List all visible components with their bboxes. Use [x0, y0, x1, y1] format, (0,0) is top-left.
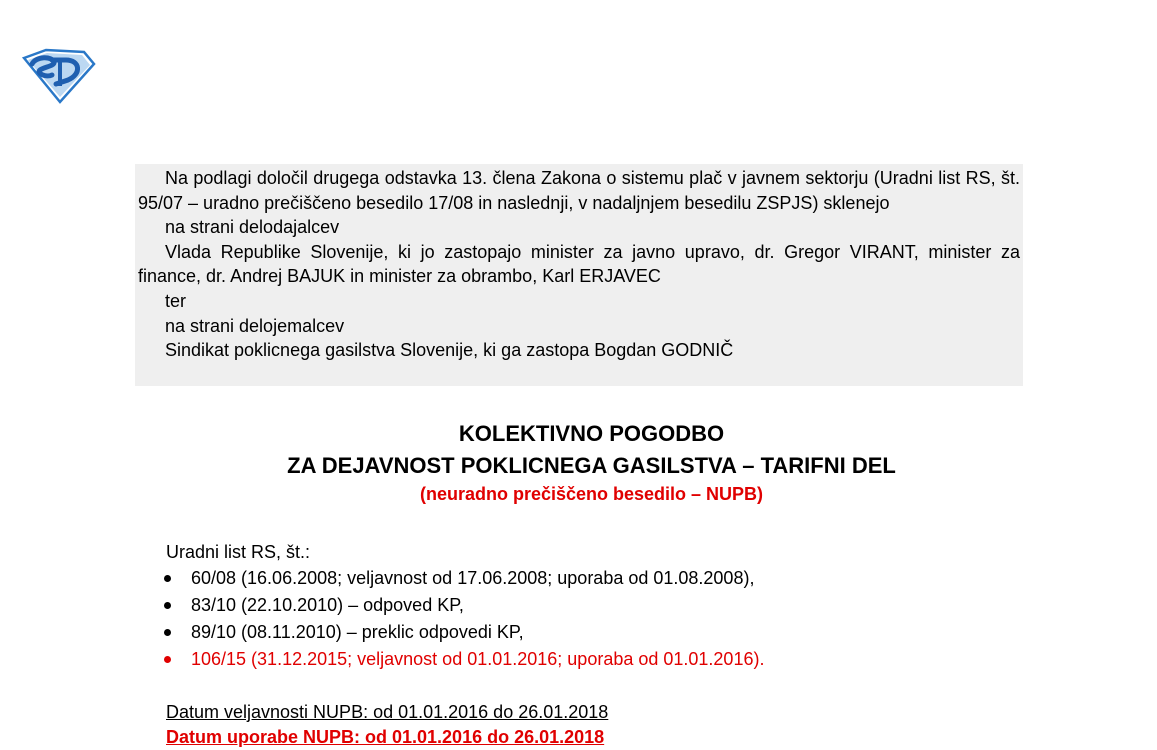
title-line-1: KOLEKTIVNO POGODBO: [458, 421, 725, 446]
references-section: [166, 539, 764, 673]
bullet-icon: [164, 602, 171, 609]
preamble-paragraph: Sindikat poklicnega gasilstva Slovenije, ki ga zastopa Bogdan GODNIČ: [165, 340, 734, 361]
bullet-icon: [164, 575, 171, 582]
preamble-paragraph: na strani delojemalcev: [165, 315, 345, 336]
preamble-paragraph: na strani delodajalcev: [165, 217, 340, 238]
title-line-2: ZA DEJAVNOST POKLICNEGA GASILSTVA – TARIFNI DEL: [287, 453, 896, 478]
document-title: [0, 418, 1157, 506]
references-list: [166, 565, 764, 673]
validity-date: Datum veljavnosti NUPB: od 01.01.2016 do 26.01.2018: [166, 702, 609, 722]
list-item: 106/15 (31.12.2015; veljavnost od 01.01.2016; uporaba od 01.01.2016).: [164, 646, 764, 673]
preamble-paragraph: Vlada Republike Slovenije, ki jo zastopajo minister za javno upravo, dr. Gregor VIRANT, minister za finance, dr. Andrej BAJUK in minister za obrambo, Karl ERJAVEC: [138, 241, 1020, 287]
bullet-icon: [164, 629, 171, 636]
preamble-paragraph: Na podlagi določil drugega odstavka 13. člena Zakona o sistemu plač v javnem sektorju (Uradni list RS, št. 95/07 – uradno prečiščeno besedilo 17/08 in naslednji, v nadaljnjem besedilu ZSPJS) sklenejo: [138, 168, 1020, 213]
references-label: Uradni list RS, št.:: [166, 542, 311, 562]
list-item: 83/10 (22.10.2010) – odpoved KP,: [164, 592, 764, 619]
preamble-block: [135, 164, 1023, 386]
bullet-icon: [164, 656, 171, 663]
sindicate-logo: [22, 48, 96, 104]
document-subtitle: (neuradno prečiščeno besedilo – NUPB): [419, 484, 764, 504]
usage-date: Datum uporabe NUPB: od 01.01.2016 do 26.01.2018: [166, 727, 605, 747]
list-item: 60/08 (16.06.2008; veljavnost od 17.06.2008; uporaba od 01.08.2008),: [164, 565, 764, 592]
list-item: 89/10 (08.11.2010) – preklic odpovedi KP,: [164, 619, 764, 646]
preamble-paragraph: ter: [165, 290, 187, 311]
